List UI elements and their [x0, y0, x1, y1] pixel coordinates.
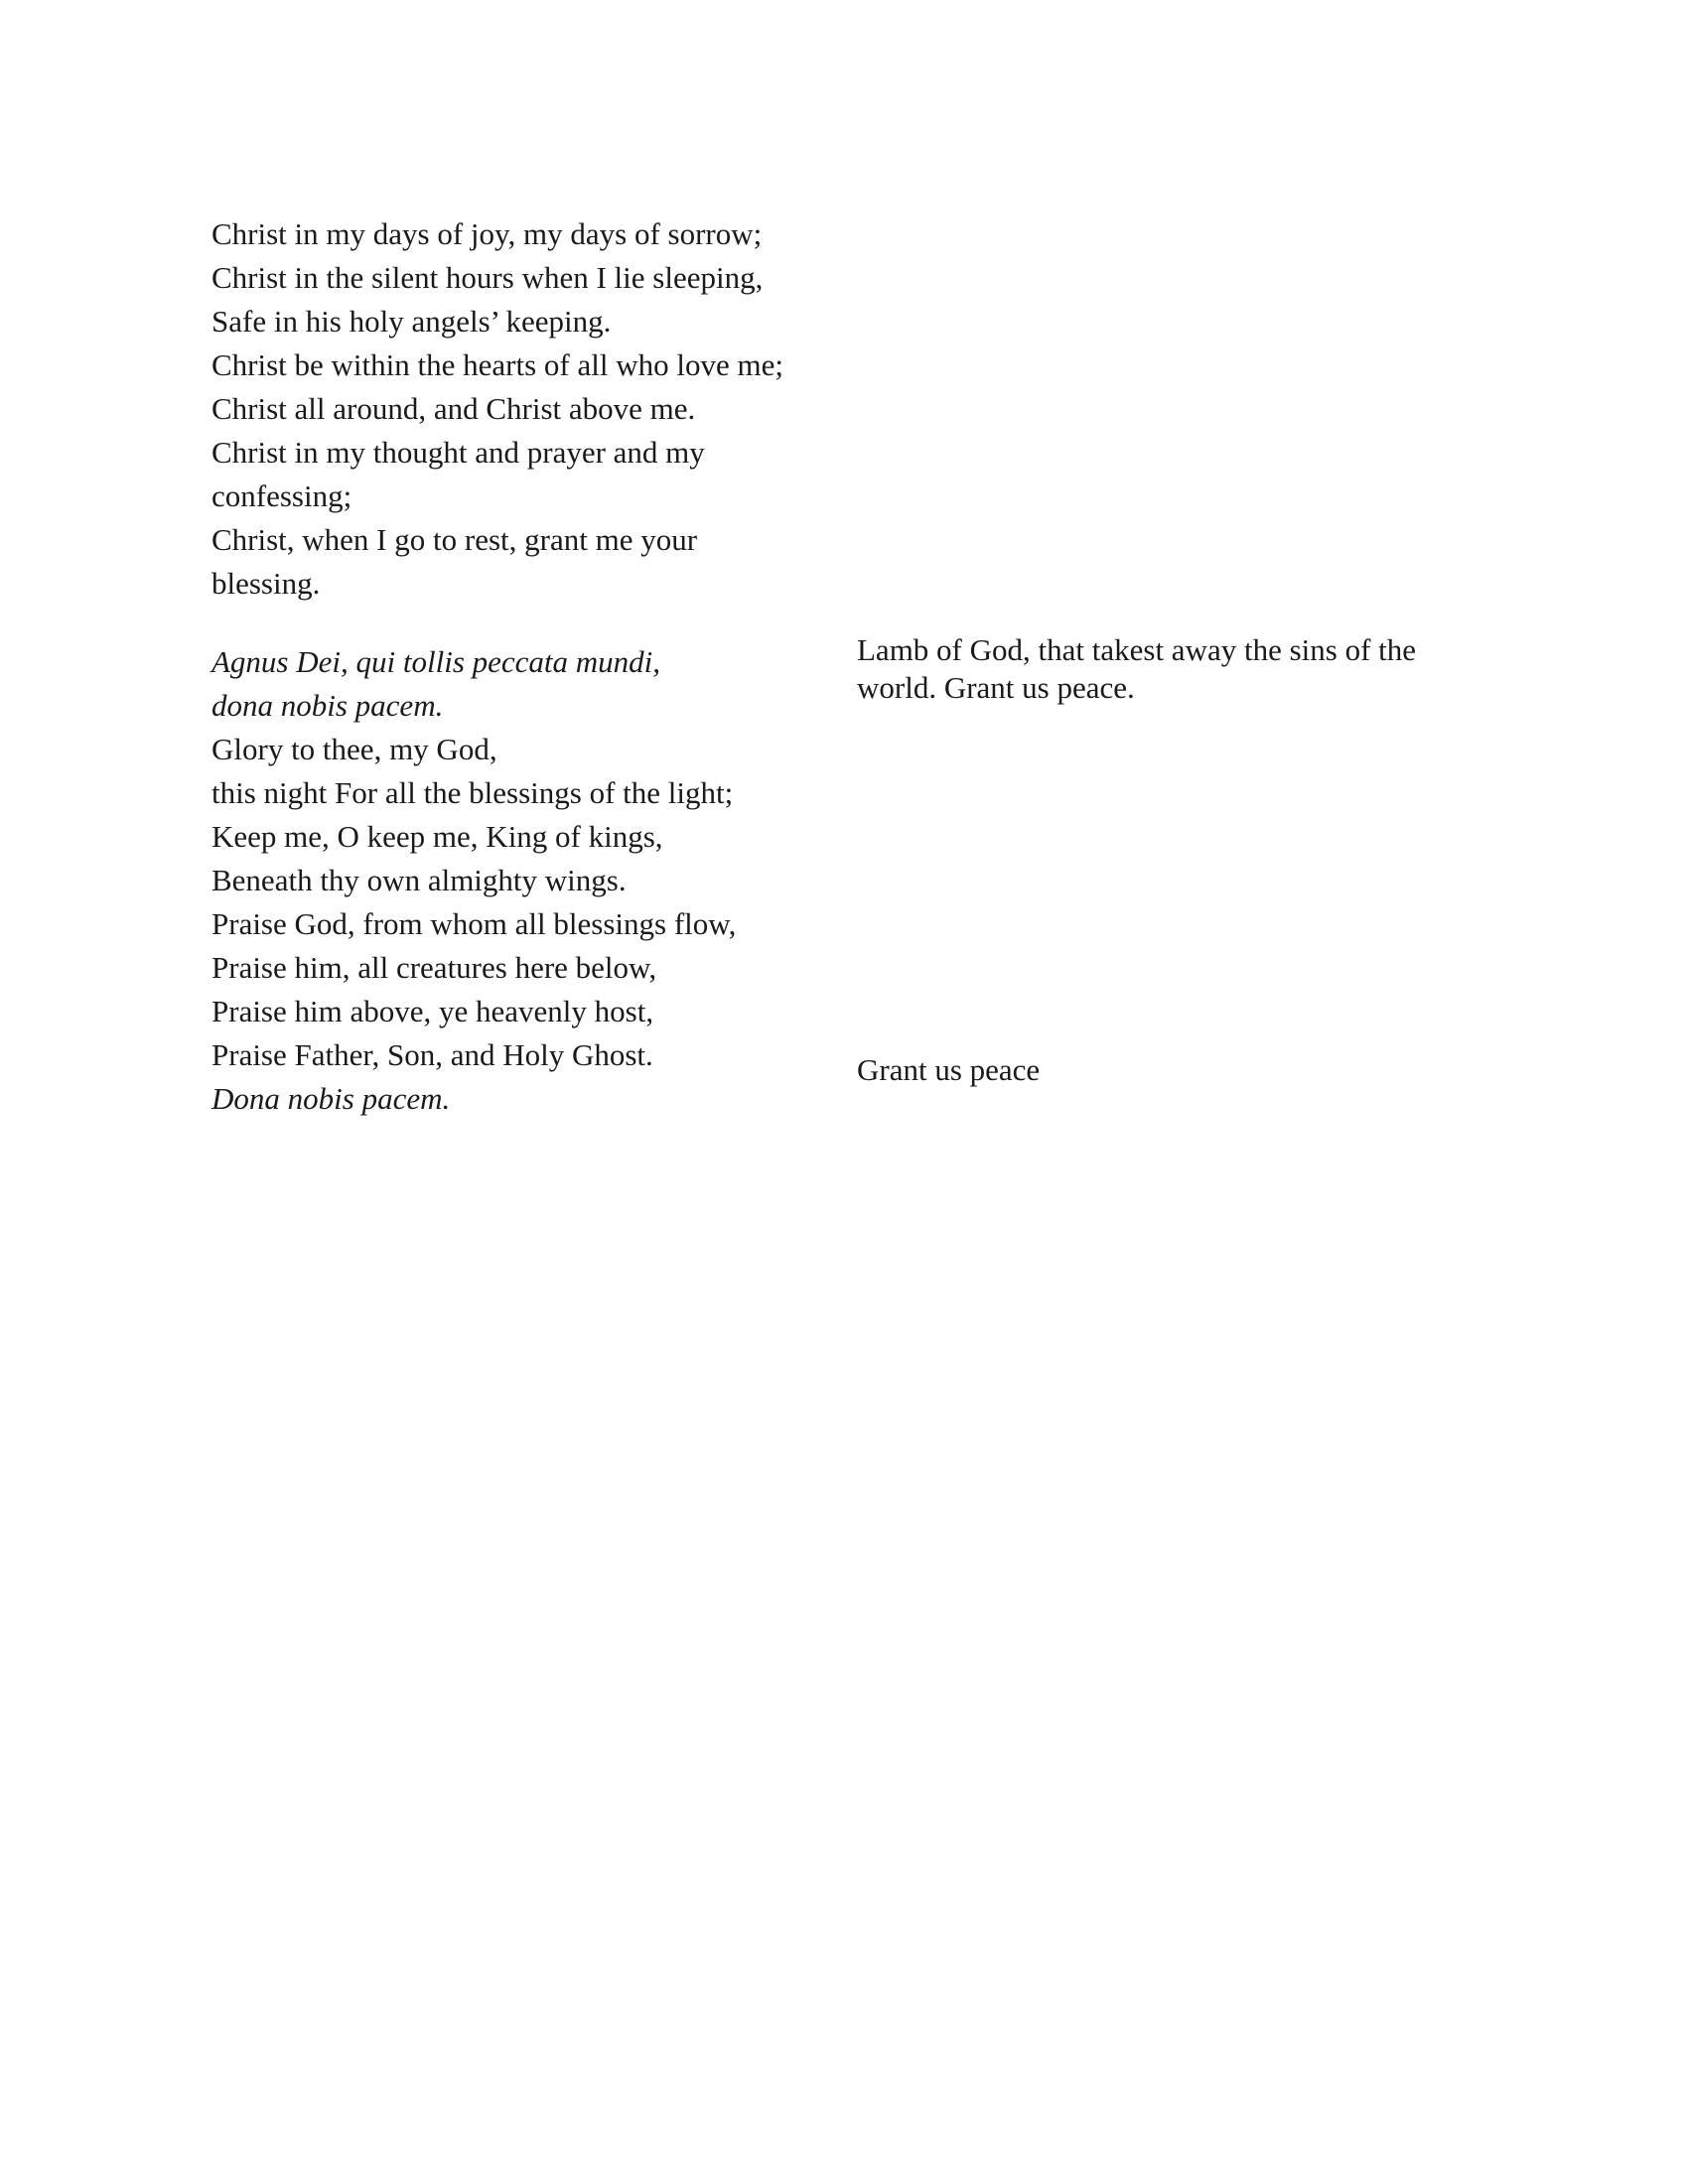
latin-line: Agnus Dei, qui tollis peccata mundi,: [211, 644, 661, 679]
verse-line: Christ all around, and Christ above me.: [211, 391, 696, 426]
verse-line: Beneath thy own almighty wings.: [211, 863, 627, 897]
verse-line: Praise him above, ye heavenly host,: [211, 994, 654, 1028]
latin-line: dona nobis pacem.: [211, 688, 444, 723]
closing-latin-line: Dona nobis pacem.: [211, 1081, 451, 1116]
verse-line: Praise him, all creatures here below,: [211, 950, 657, 985]
verse-line: Keep me, O keep me, King of kings,: [211, 819, 663, 854]
translation-line: Grant us peace: [857, 1052, 1041, 1087]
verse-line: Christ in my thought and prayer and my: [211, 435, 705, 470]
verse-line: Christ, when I go to rest, grant me your: [211, 522, 698, 557]
translation-line: world. Grant us peace.: [857, 670, 1135, 705]
verse-line: Praise God, from whom all blessings flow,: [211, 906, 737, 941]
verse-line: Glory to thee, my God,: [211, 732, 497, 766]
verse-line: confessing;: [211, 478, 352, 513]
verse-line: Christ in my days of joy, my days of sorrow;: [211, 216, 763, 251]
verse-line: Christ in the silent hours when I lie sleeping,: [211, 260, 764, 295]
verse-line: blessing.: [211, 566, 321, 601]
verse-line: Safe in his holy angels’ keeping.: [211, 304, 612, 339]
verse-line: Praise Father, Son, and Holy Ghost.: [211, 1037, 653, 1072]
verse-line: this night For all the blessings of the light;: [211, 775, 734, 810]
verse-line: Christ be within the hearts of all who love me;: [211, 347, 783, 382]
translation-line: Lamb of God, that takest away the sins of the: [857, 632, 1417, 667]
